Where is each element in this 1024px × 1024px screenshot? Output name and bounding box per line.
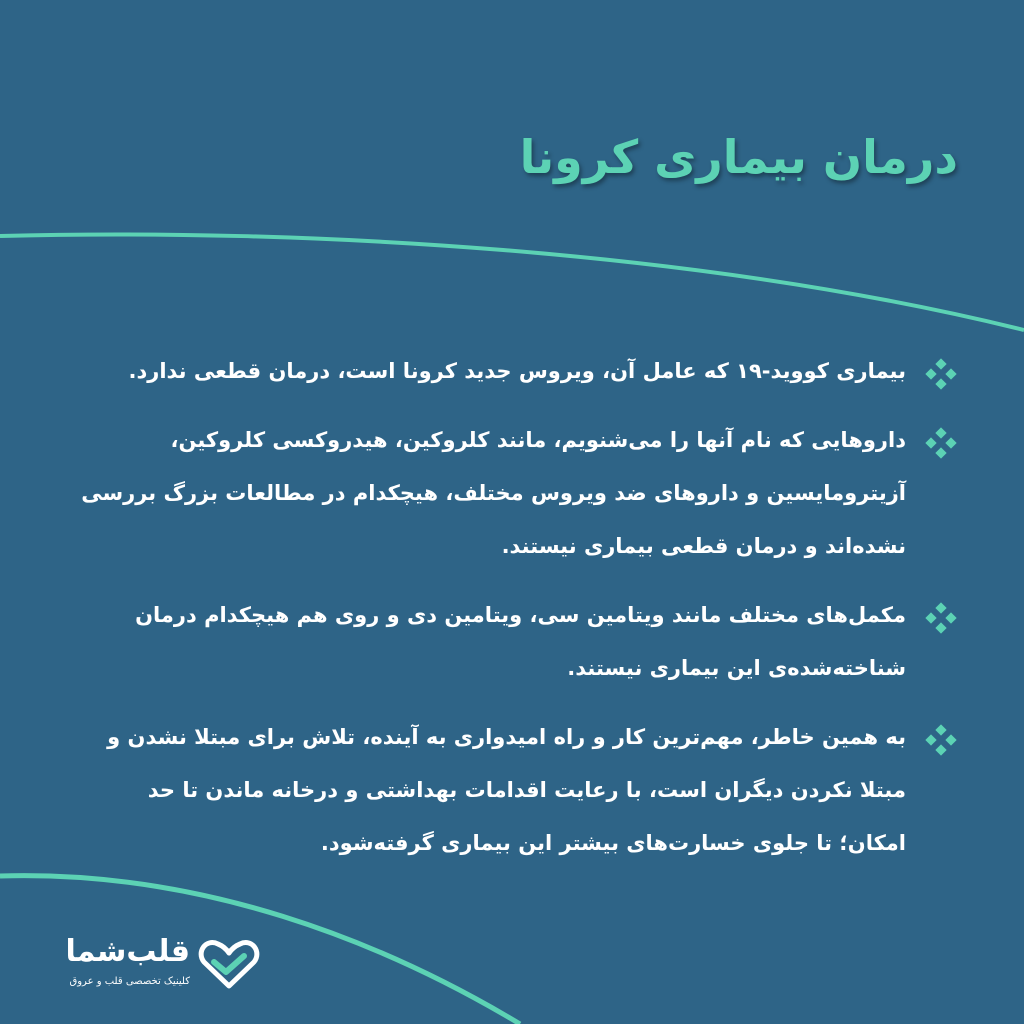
list-item	[78, 414, 958, 573]
list-item	[78, 711, 958, 870]
diamond-cluster-icon	[924, 357, 958, 391]
page-title: درمان بیماری کرونا	[519, 130, 958, 184]
brand-logo	[38, 932, 268, 1002]
bullet-text: به همین خاطر، مهم‌ترین کار و راه امیدواری به آینده، تلاش برای مبتلا نشدن و مبتلا نکردن دیگران است، با رعایت اقدامات بهداشتی و درخانه ماندن تا حد امکان؛ تا جلوی خسارت‌های بیشتر این بیماری گرفته‌شود.	[107, 725, 906, 855]
diamond-cluster-icon	[924, 426, 958, 460]
bullet-text: داروهایی که نام آنها را می‌شنویم، مانند کلروکین، هیدروکسی کلروکین، آزیترومایسین و داروهای ضد ویروس مختلف، هیچکدام در مطالعات بزرگ بررسی نشده‌اند و درمان قطعی بیماری نیستند.	[81, 428, 906, 558]
bullet-text: مکمل‌های مختلف مانند ویتامین سی، ویتامین دی و روی هم هیچکدام درمان شناخته‌شده‌ی این بیماری نیستند.	[135, 603, 906, 680]
bullet-list	[78, 345, 958, 886]
list-item	[78, 345, 958, 398]
diamond-cluster-icon	[924, 723, 958, 757]
heart-check-icon	[198, 938, 260, 990]
diamond-cluster-icon	[924, 601, 958, 635]
brand-tagline: کلینیک تخصصی قلب و عروق	[69, 976, 190, 987]
top-curve	[0, 234, 1024, 330]
bullet-text: بیماری کووید-۱۹ که عامل آن، ویروس جدید کرونا است، درمان قطعی ندارد.	[128, 359, 906, 383]
list-item	[78, 589, 958, 695]
brand-name: قلب‌شما	[65, 934, 190, 969]
